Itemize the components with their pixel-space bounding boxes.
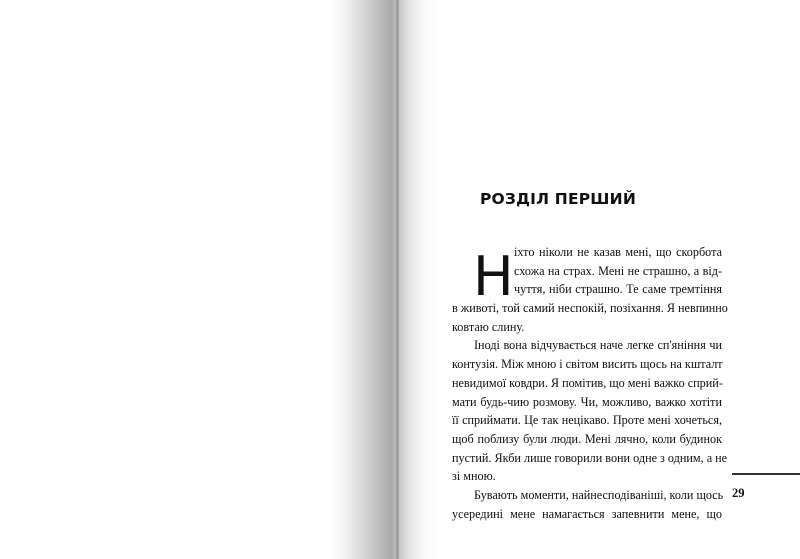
chapter-body (452, 243, 728, 523)
text-line: Іноді вона відчувається наче легке сп'яніння чи (474, 338, 722, 353)
book-gutter-shadow (330, 0, 440, 559)
text-line: Бувають моменти, найнесподіваніші, коли щось (474, 487, 724, 502)
text-line: мати будь-чию розмову. Чи, можливо, важко хотіти (452, 394, 722, 409)
footer-rule (732, 473, 800, 475)
text-line: усередині мене намагається запевнити мене, що (452, 506, 722, 521)
page-number: 29 (732, 486, 745, 500)
text-line: схожа на страх. Мені не страшно, а від- (514, 263, 722, 278)
book-spine-crease (396, 0, 399, 559)
text-line: її сприймати. Це так нецікаво. Проте мені хочеться, (452, 413, 722, 428)
text-line: щоб поблизу були люди. Мені лячно, коли будинок (452, 431, 722, 446)
text-line: іхто ніколи не казав мені, що скорбота (514, 245, 722, 259)
text-line: зі мною. (452, 469, 496, 484)
chapter-title: РОЗДІЛ ПЕРШИЙ (480, 190, 637, 208)
text-line: контузія. Між мною і світом висить щось на кшталт (452, 357, 723, 372)
drop-cap: Н (473, 245, 514, 308)
text-line: в животі, той самий неспокій, позіхання. Я невпинно (452, 301, 728, 316)
text-line: пустий. Якби лише говорили вони одне з одним, а не (452, 450, 728, 465)
text-line: чуття, ніби страшно. Те саме тремтіння (514, 282, 722, 297)
text-line: ковтаю слину. (452, 319, 525, 334)
text-line: невидимої ковдри. Я помітив, що мені важко сприй- (452, 375, 723, 390)
